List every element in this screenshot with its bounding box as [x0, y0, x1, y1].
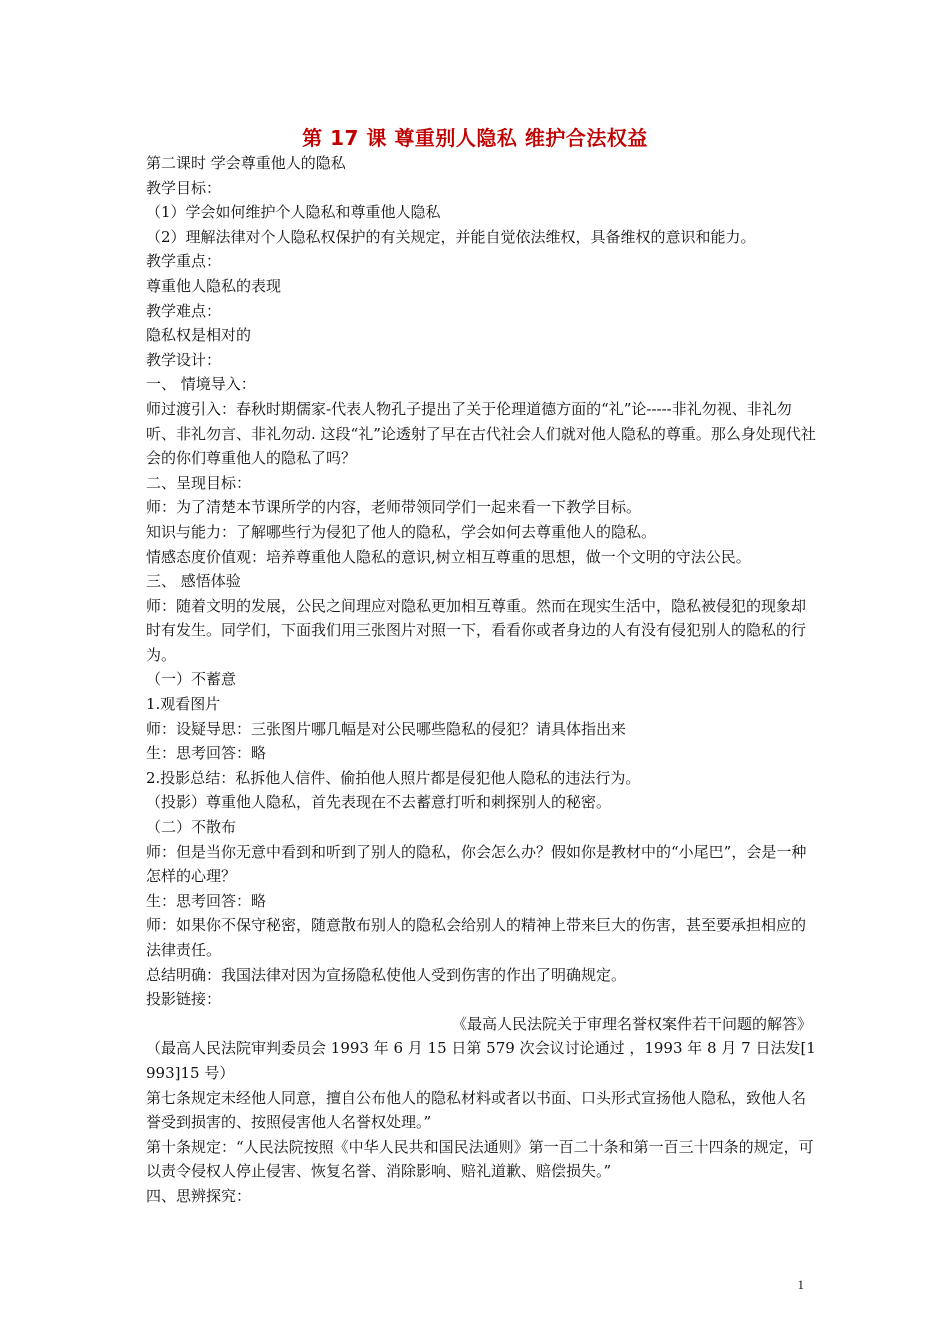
paragraph: 生：思考回答：略 [146, 891, 267, 910]
paragraph: 师：设疑导思：三张图片哪几幅是对公民哪些隐私的侵犯？请具体指出来 [146, 719, 627, 738]
lesson-title: 第 17 课 尊重别人隐私 维护合法权益 [302, 126, 648, 150]
paragraph: 尊重他人隐私的表现 [146, 276, 282, 295]
paragraph: 师：随着文明的发展，公民之间理应对隐私更加相互尊重。然而在现实生活中，隐私被侵犯的现象却时有发生。同学们，下面我们用三张图片对照一下，看看你或者身边的人有没有侵犯别人的隐私的行为。 [146, 596, 807, 664]
citation-title: 《最高人民法院关于审理名誉权案件若干问题的解答》 [451, 1014, 812, 1033]
paragraph: 三、 感悟体验 [146, 572, 241, 591]
paragraph: 投影链接： [146, 990, 222, 1009]
paragraph: 师：为了清楚本节课所学的内容，老师带领同学们一起来看一下教学目标。 [146, 498, 642, 517]
paragraph: 第七条规定未经他人同意，擅自公布他人的隐私材料或者以书面、口头形式宣扬他人隐私，致他人名誉受到损害的、按照侵害他人名誉权处理。” [146, 1088, 807, 1132]
paragraph: 四、思辨探究： [146, 1186, 252, 1205]
paragraph: 隐私权是相对的 [146, 326, 252, 345]
paragraph: （1）学会如何维护个人隐私和尊重他人隐私 [146, 203, 441, 222]
paragraph: 第二课时 学会尊重他人的隐私 [146, 154, 346, 172]
paragraph: 情感态度价值观：培养尊重他人隐私的意识,树立相互尊重的思想，做一个文明的守法公民。 [146, 547, 751, 566]
paragraph: 教学设计： [146, 350, 222, 369]
paragraph: （二）不散布 [146, 818, 237, 837]
paragraph: 教学目标： [146, 178, 222, 197]
paragraph: （最高人民法院审判委员会 1993 年 6 月 15 日第 579 次会议讨论通过 ，1993 年 8 月 7 日法发[1993]15 号） [146, 1039, 816, 1082]
paragraph: （2）理解法律对个人隐私权保护的有关规定，并能自觉依法维权，具备维权的意识和能力。 [146, 227, 756, 246]
paragraph: 生：思考回答：略 [146, 744, 267, 763]
lesson-body [146, 151, 816, 1209]
paragraph: 师过渡引入：春秋时期儒家-代表人物孔子提出了关于伦理道德方面的“礼”论-----非礼勿视、非礼勿听、非礼勿言、非礼勿动. 这段“礼”论透射了早在古代社会人们就对他人隐私的尊重。那么身处现代社会的你们尊重他人的隐私了吗？ [146, 399, 816, 468]
page-number: 1 [797, 1277, 804, 1292]
paragraph: 第十条规定：“人民法院按照《中华人民共和国民法通则》第一百二十条和第一百三十四条的规定，可以责令侵权人停止侵害、恢复名誉、消除影响、赔礼道歉、赔偿损失。” [146, 1137, 814, 1181]
paragraph: 教学难点： [146, 301, 222, 320]
paragraph: （一）不蓄意 [146, 670, 237, 689]
paragraph: 师：但是当你无意中看到和听到了别人的隐私，你会怎么办？假如你是教材中的“小尾巴”，会是一种怎样的心理？ [146, 842, 807, 886]
paragraph: 总结明确：我国法律对因为宣扬隐私使他人受到伤害的作出了明确规定。 [146, 965, 627, 984]
paragraph: 教学重点： [146, 252, 222, 271]
paragraph: （投影）尊重他人隐私，首先表现在不去蓄意打听和刺探别人的秘密。 [146, 793, 612, 812]
paragraph: 师：如果你不保守秘密，随意散布别人的隐私会给别人的精神上带来巨大的伤害，甚至要承担相应的法律责任。 [146, 916, 807, 959]
paragraph: 知识与能力：了解哪些行为侵犯了他人的隐私，学会如何去尊重他人的隐私。 [146, 522, 657, 541]
paragraph: 2.投影总结：私拆他人信件、偷拍他人照片都是侵犯他人隐私的违法行为。 [146, 768, 641, 787]
paragraph: 1.观看图片 [146, 695, 221, 714]
paragraph: 一、 情境导入： [146, 375, 256, 394]
paragraph: 二、呈现目标： [146, 473, 252, 492]
